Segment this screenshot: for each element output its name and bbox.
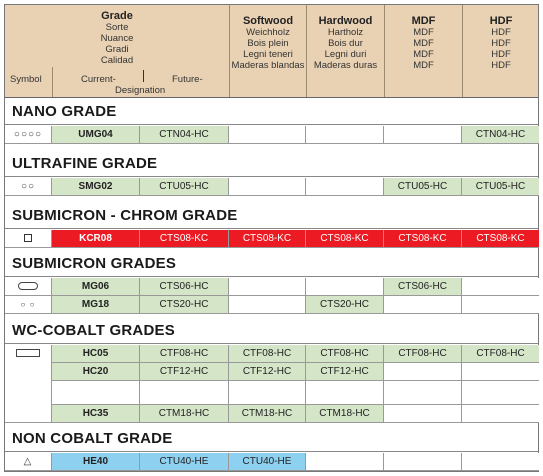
softwood-cell	[229, 126, 306, 144]
column-subtitle: Legni teneri	[243, 49, 293, 60]
column-subtitle: HDF	[491, 60, 511, 71]
future-grade-cell: CTF08-HC	[140, 345, 229, 363]
current-grade-cell: SMG02	[52, 178, 140, 196]
future-grade-cell: CTS08-KC	[140, 230, 229, 248]
symbol-cell	[5, 296, 52, 314]
future-grade-cell	[140, 381, 229, 405]
table-row	[5, 296, 538, 314]
mdf-cell: CTS06-HC	[384, 278, 462, 296]
softwood-cell: CTS08-KC	[229, 230, 306, 248]
hardwood-cell	[306, 453, 384, 471]
hdf-header	[462, 5, 539, 97]
section-title: ULTRAFINE GRADE	[12, 155, 158, 172]
grade-translation: Sorte	[105, 22, 129, 33]
mdf-cell	[384, 363, 462, 381]
two-circles-icon: ○○	[20, 181, 36, 192]
current-grade-cell: UMG04	[52, 126, 140, 144]
hdf-cell: CTS08-KC	[462, 230, 539, 248]
symbol-cell	[5, 363, 52, 381]
hardwood-cell: CTS08-KC	[306, 230, 384, 248]
current-grade-cell: HE40	[52, 453, 140, 471]
column-subtitle: Maderas duras	[313, 60, 378, 71]
current-grade-cell: KCR08	[52, 230, 140, 248]
table-row	[5, 345, 538, 363]
column-title: MDF	[411, 15, 436, 27]
hdf-cell	[462, 363, 539, 381]
current-grade-cell: HC20	[52, 363, 140, 381]
column-subtitle: Weichholz	[246, 27, 290, 38]
future-grade-cell: CTS20-HC	[140, 296, 229, 314]
mdf-cell: CTS08-KC	[384, 230, 462, 248]
future-label: Future-	[172, 74, 203, 85]
hardwood-cell	[306, 381, 384, 405]
future-grade-cell: CTN04-HC	[140, 126, 229, 144]
hdf-cell	[462, 405, 539, 423]
future-grade-cell: CTU05-HC	[140, 178, 229, 196]
hdf-cell	[462, 296, 539, 314]
column-subtitle: HDF	[491, 38, 511, 49]
section-ultrafine-grade	[5, 150, 538, 177]
column-subtitle: Bois plein	[247, 38, 289, 49]
section-non-cobalt-grade	[5, 425, 538, 452]
current-grade-cell: HC35	[52, 405, 140, 423]
column-title: HDF	[489, 15, 513, 27]
column-subtitle: HDF	[491, 49, 511, 60]
header-divider	[52, 67, 53, 97]
triangle-icon: △	[23, 456, 33, 467]
table-row	[5, 453, 538, 471]
future-grade-cell: CTF12-HC	[140, 363, 229, 381]
hdf-cell	[462, 278, 539, 296]
four-circles-icon: ○○○○	[13, 129, 43, 140]
table-row	[5, 363, 538, 381]
symbol-cell	[5, 126, 52, 144]
column-subtitle: MDF	[413, 49, 434, 60]
hardwood-cell	[306, 178, 384, 196]
grade-translation: Gradi	[105, 44, 129, 55]
hdf-cell: CTU05-HC	[462, 178, 539, 196]
symbol-cell	[5, 405, 52, 423]
column-subtitle: MDF	[413, 60, 434, 71]
symbol-cell	[5, 453, 52, 471]
mdf-cell	[384, 126, 462, 144]
table-row	[5, 230, 538, 248]
hdf-cell: CTN04-HC	[462, 126, 539, 144]
hdf-cell: CTF08-HC	[462, 345, 539, 363]
table-header	[5, 5, 538, 98]
mdf-cell	[384, 405, 462, 423]
section-submicron-grades	[5, 250, 538, 277]
oval-icon	[18, 282, 38, 290]
section-wc-cobalt-grades	[5, 317, 538, 344]
softwood-cell	[229, 278, 306, 296]
future-grade-cell: CTU40-HE	[140, 453, 229, 471]
symbol-cell	[5, 345, 52, 363]
symbol-cell	[5, 381, 52, 405]
mdf-cell	[384, 453, 462, 471]
softwood-cell: CTM18-HC	[229, 405, 306, 423]
softwood-cell: CTU40-HE	[229, 453, 306, 471]
table-row	[5, 278, 538, 296]
two-small-circles-icon: ○ ○	[20, 300, 36, 309]
table-row	[5, 178, 538, 196]
grade-title: Grade	[101, 10, 133, 22]
column-subtitle: MDF	[413, 27, 434, 38]
symbol-cell	[5, 278, 52, 296]
section-title: WC-COBALT GRADES	[12, 322, 175, 339]
section-nano-grade	[5, 98, 538, 125]
table-row	[5, 405, 538, 423]
mdf-cell	[384, 381, 462, 405]
hardwood-cell: CTF12-HC	[306, 363, 384, 381]
designation-divider	[143, 70, 144, 82]
rectangle-icon	[16, 349, 40, 357]
softwood-cell: CTF08-HC	[229, 345, 306, 363]
section-title: SUBMICRON - CHROM GRADE	[12, 207, 238, 224]
symbol-cell	[5, 230, 52, 248]
softwood-cell: CTF12-HC	[229, 363, 306, 381]
current-grade-cell	[52, 381, 140, 405]
grade-translation: Calidad	[100, 55, 134, 66]
column-subtitle: MDF	[413, 38, 434, 49]
symbol-label: Symbol	[10, 74, 42, 85]
current-label: Current-	[81, 74, 116, 85]
softwood-cell	[229, 381, 306, 405]
mdf-header	[384, 5, 462, 97]
current-grade-cell: HC05	[52, 345, 140, 363]
hardwood-header	[306, 5, 384, 97]
designation-label: Designation	[115, 85, 166, 96]
softwood-cell	[229, 296, 306, 314]
column-subtitle: HDF	[491, 27, 511, 38]
future-grade-cell: CTM18-HC	[140, 405, 229, 423]
hardwood-cell	[306, 278, 384, 296]
hdf-cell	[462, 381, 539, 405]
column-subtitle: Hartholz	[327, 27, 364, 38]
square-icon	[24, 234, 32, 242]
section-title: SUBMICRON GRADES	[12, 255, 177, 272]
column-subtitle: Maderas blandas	[231, 60, 305, 71]
softwood-header	[229, 5, 306, 97]
table-row	[5, 126, 538, 144]
hardwood-cell: CTS20-HC	[306, 296, 384, 314]
current-grade-cell: MG06	[52, 278, 140, 296]
column-subtitle: Bois dur	[328, 38, 363, 49]
mdf-cell: CTU05-HC	[384, 178, 462, 196]
hardwood-cell: CTM18-HC	[306, 405, 384, 423]
column-title: Hardwood	[318, 15, 373, 27]
section-title: NANO GRADE	[12, 103, 117, 120]
softwood-cell	[229, 178, 306, 196]
hardwood-cell	[306, 126, 384, 144]
hdf-cell	[462, 453, 539, 471]
future-grade-cell: CTS06-HC	[140, 278, 229, 296]
grade-translation: Nuance	[100, 33, 134, 44]
mdf-cell	[384, 296, 462, 314]
current-grade-cell: MG18	[52, 296, 140, 314]
grade-table	[4, 4, 539, 472]
column-title: Softwood	[242, 15, 294, 27]
symbol-cell	[5, 178, 52, 196]
mdf-cell: CTF08-HC	[384, 345, 462, 363]
section-title: NON COBALT GRADE	[12, 430, 173, 447]
section-submicron-chrom-grade	[5, 202, 538, 229]
column-subtitle: Legni duri	[324, 49, 367, 60]
hardwood-cell: CTF08-HC	[306, 345, 384, 363]
table-row	[5, 381, 538, 405]
